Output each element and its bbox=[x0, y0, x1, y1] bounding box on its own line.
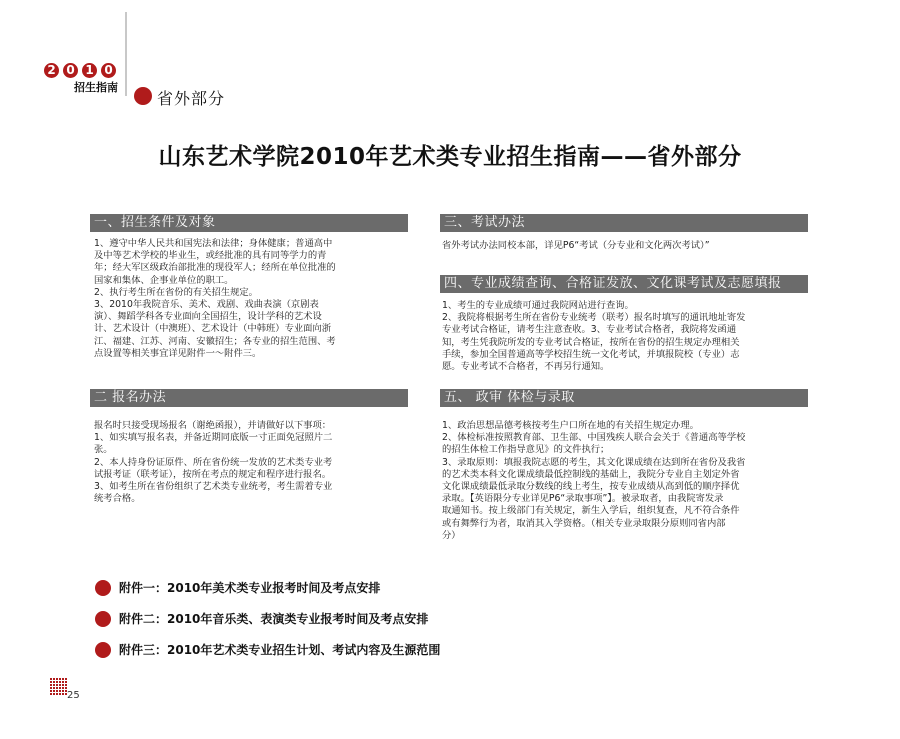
dot-grid-icon bbox=[50, 678, 67, 695]
section-heading-results: 四、专业成绩查询、合格证发放、文化课考试及志愿填报 bbox=[440, 275, 808, 293]
body-line: 及中等艺术学校的毕业生，或经批准的具有同等学力的青 bbox=[94, 250, 327, 262]
body-line: 演）、舞蹈学科各专业面向全国招生，设计学科的艺术设 bbox=[94, 311, 322, 323]
body-line: 3、如考生所在省份组织了艺术类专业统考，考生需着专业 bbox=[94, 481, 333, 493]
body-line: 愿。专业考试不合格者，不再另行通知。 bbox=[442, 361, 610, 373]
body-line: 国家和集体、企事业单位的职工。 bbox=[94, 274, 234, 286]
attachment-item[interactable] bbox=[95, 641, 440, 658]
bullet-dot-icon bbox=[95, 580, 111, 596]
body-line: 张。 bbox=[94, 444, 113, 456]
body-line: 取通知书。按上级部门有关规定，新生入学后，组织复查，凡不符合条件 bbox=[442, 505, 740, 517]
body-line: 3、2010年我院音乐、美术、戏剧、戏曲表演（京剧表 bbox=[94, 299, 319, 311]
section-heading-admission: 五、 政审 体检与录取 bbox=[440, 389, 808, 407]
bullet-dot-icon bbox=[95, 642, 111, 658]
guide-label: 招生指南 bbox=[74, 81, 118, 94]
year-digit: 0 bbox=[101, 63, 116, 78]
year-digit: 0 bbox=[63, 63, 78, 78]
attachment-item[interactable] bbox=[95, 610, 428, 627]
body-line: 文化课成绩最低录取分数线的线上考生，按专业成绩从高到低的顺序择优 bbox=[442, 481, 740, 493]
section-label: 省外部分 bbox=[157, 89, 226, 108]
body-line: 统考合格。 bbox=[94, 493, 141, 505]
header-divider-line bbox=[125, 12, 127, 96]
body-line: 省外考试办法同校本部，详见P6“考试（分专业和文化两次考试）” bbox=[442, 240, 710, 251]
body-line: 报名时只接受现场报名（谢绝函报），并请做好以下事项： bbox=[94, 420, 332, 431]
attachment-item[interactable] bbox=[95, 579, 380, 596]
section-body-admission bbox=[442, 420, 814, 542]
section-body-conditions bbox=[94, 238, 414, 360]
body-line: 3、录取原则：填报我院志愿的考生，其文化课成绩在达到所在省份及我省 bbox=[442, 456, 746, 468]
section-body-exam bbox=[442, 240, 814, 252]
body-line: 1、考生的专业成绩可通过我院网站进行查询。 bbox=[442, 300, 634, 311]
body-line: 计、艺术设计（中澳班）、艺术设计（中韩班）专业面向浙 bbox=[94, 323, 332, 335]
attachment-label: 附件三：2010年艺术类专业招生计划、考试内容及生源范围 bbox=[119, 643, 441, 657]
body-line: 专业考试合格证，请考生注意查收。3、专业考试合格者，我院将发函通 bbox=[442, 324, 737, 336]
body-line: 年；经大军区级政治部批准的现役军人；经所在单位批准的 bbox=[94, 262, 336, 274]
body-line: 1、如实填写报名表，并备近期同底版一寸正面免冠照片二 bbox=[94, 432, 333, 444]
section-body-results bbox=[442, 300, 814, 373]
body-line: 或有舞弊行为者，取消其入学资格。（相关专业录取限分原则同省内部 bbox=[442, 517, 726, 529]
year-digit: 2 bbox=[44, 63, 59, 78]
section-marker-dot bbox=[134, 87, 152, 105]
attachment-label: 附件一：2010年美术类专业报考时间及考点安排 bbox=[119, 581, 381, 595]
page-number: 25 bbox=[67, 690, 80, 701]
body-line: 2、执行考生所在省份的有关招生规定。 bbox=[94, 286, 258, 298]
body-line: 的招生体检工作指导意见》的文件执行； bbox=[442, 444, 610, 456]
body-line: 江、福建、江苏、河南、安徽招生；各专业的招生范围、考 bbox=[94, 335, 336, 347]
body-line: 2、我院将根据考生所在省份专业统考（联考）报名时填写的通讯地址寄发 bbox=[442, 312, 746, 324]
body-line: 2、本人持身份证原件、所在省份统一发放的艺术类专业考 bbox=[94, 456, 333, 468]
body-line: 试报考证（联考证），按所在考点的规定和程序进行报名。 bbox=[94, 468, 332, 480]
section-heading-exam: 三、考试办法 bbox=[440, 214, 808, 232]
attachment-label: 附件二：2010年音乐类、表演类专业报考时间及考点安排 bbox=[119, 612, 429, 626]
page-title: 山东艺术学院2010年艺术类专业招生指南——省外部分 bbox=[158, 144, 742, 170]
body-line: 知，考生凭我院所发的专业考试合格证，按所在省份的招生规定办理相关 bbox=[442, 336, 740, 348]
body-line: 的艺术类本科文化课成绩最低控制线的基础上，我院分专业自主划定外省 bbox=[442, 468, 740, 480]
bullet-dot-icon bbox=[95, 611, 111, 627]
body-line: 点设置等相关事宜详见附件一～附件三。 bbox=[94, 347, 262, 359]
section-heading-registration: 二 报名办法 bbox=[90, 389, 408, 407]
body-line: 1、遵守中华人民共和国宪法和法律；身体健康；普通高中 bbox=[94, 238, 333, 249]
body-line: 录取。【英语限分专业详见P6“录取事项”】。被录取者，由我院寄发录 bbox=[442, 493, 724, 505]
year-logo bbox=[44, 63, 116, 78]
section-heading-conditions: 一、招生条件及对象 bbox=[90, 214, 408, 232]
body-line: 手续，参加全国普通高等学校招生统一文化考试，并填报院校（专业）志 bbox=[442, 348, 740, 360]
body-line: 2、体检标准按照教育部、卫生部、中国残疾人联合会关于《普通高等学校 bbox=[442, 432, 746, 444]
body-line: 1、政治思想品德考核按考生户口所在地的有关招生规定办理。 bbox=[442, 420, 699, 431]
body-line: 分） bbox=[442, 529, 461, 541]
year-digit: 1 bbox=[82, 63, 97, 78]
section-body-registration bbox=[94, 420, 414, 505]
